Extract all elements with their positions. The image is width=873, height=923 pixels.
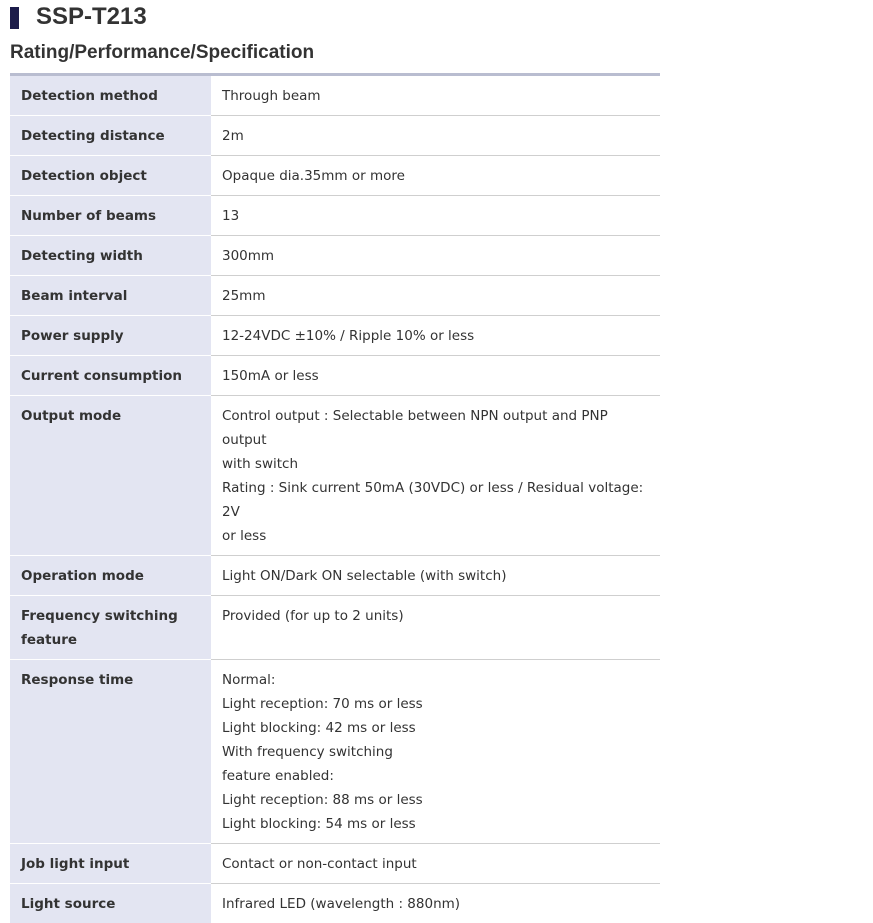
spec-label: Output mode: [10, 396, 211, 556]
table-row: [10, 884, 660, 923]
table-row: [10, 844, 660, 884]
spec-value: 150mA or less: [211, 356, 660, 396]
spec-value: Control output : Selectable between NPN output and PNP output with switch Rating : Sink current 50mA (30VDC) or less / Residual voltage: 2V or less: [211, 396, 660, 556]
table-row: [10, 116, 660, 156]
table-row: [10, 76, 660, 116]
table-row: [10, 316, 660, 356]
table-row: [10, 396, 660, 556]
table-row: [10, 556, 660, 596]
table-row: [10, 196, 660, 236]
table-row: [10, 276, 660, 316]
spec-label: Frequency switching feature: [10, 596, 211, 660]
spec-value: 12-24VDC ±10% / Ripple 10% or less: [211, 316, 660, 356]
spec-value: Through beam: [211, 76, 660, 116]
spec-value: 13: [211, 196, 660, 236]
spec-label: Number of beams: [10, 196, 211, 236]
spec-label: Job light input: [10, 844, 211, 884]
spec-value: Contact or non-contact input: [211, 844, 660, 884]
spec-label: Detection method: [10, 76, 211, 116]
spec-label: Light source: [10, 884, 211, 923]
spec-value: Opaque dia.35mm or more: [211, 156, 660, 196]
title-marker-bar: [10, 7, 19, 29]
spec-value: Provided (for up to 2 units): [211, 596, 660, 660]
spec-label: Power supply: [10, 316, 211, 356]
table-row: [10, 156, 660, 196]
table-row: [10, 660, 660, 844]
table-row: [10, 596, 660, 660]
spec-value: 25mm: [211, 276, 660, 316]
spec-value: Infrared LED (wavelength : 880nm): [211, 884, 660, 923]
spec-value: Normal: Light reception: 70 ms or less Light blocking: 42 ms or less With frequency switching feature enabled: Light reception: 88 ms or less Light blocking: 54 ms or less: [211, 660, 660, 844]
spec-label: Beam interval: [10, 276, 211, 316]
spec-label: Current consumption: [10, 356, 211, 396]
spec-label: Detecting width: [10, 236, 211, 276]
spec-value: Light ON/Dark ON selectable (with switch): [211, 556, 660, 596]
spec-label: Detection object: [10, 156, 211, 196]
section-title: Rating/Performance/Specification: [10, 40, 314, 66]
spec-label: Operation mode: [10, 556, 211, 596]
spec-label: Detecting distance: [10, 116, 211, 156]
product-title: SSP-T213: [36, 1, 147, 33]
spec-value: 300mm: [211, 236, 660, 276]
spec-value: 2m: [211, 116, 660, 156]
table-row: [10, 236, 660, 276]
table-row: [10, 356, 660, 396]
spec-label: Response time: [10, 660, 211, 844]
spec-table: [10, 76, 660, 923]
